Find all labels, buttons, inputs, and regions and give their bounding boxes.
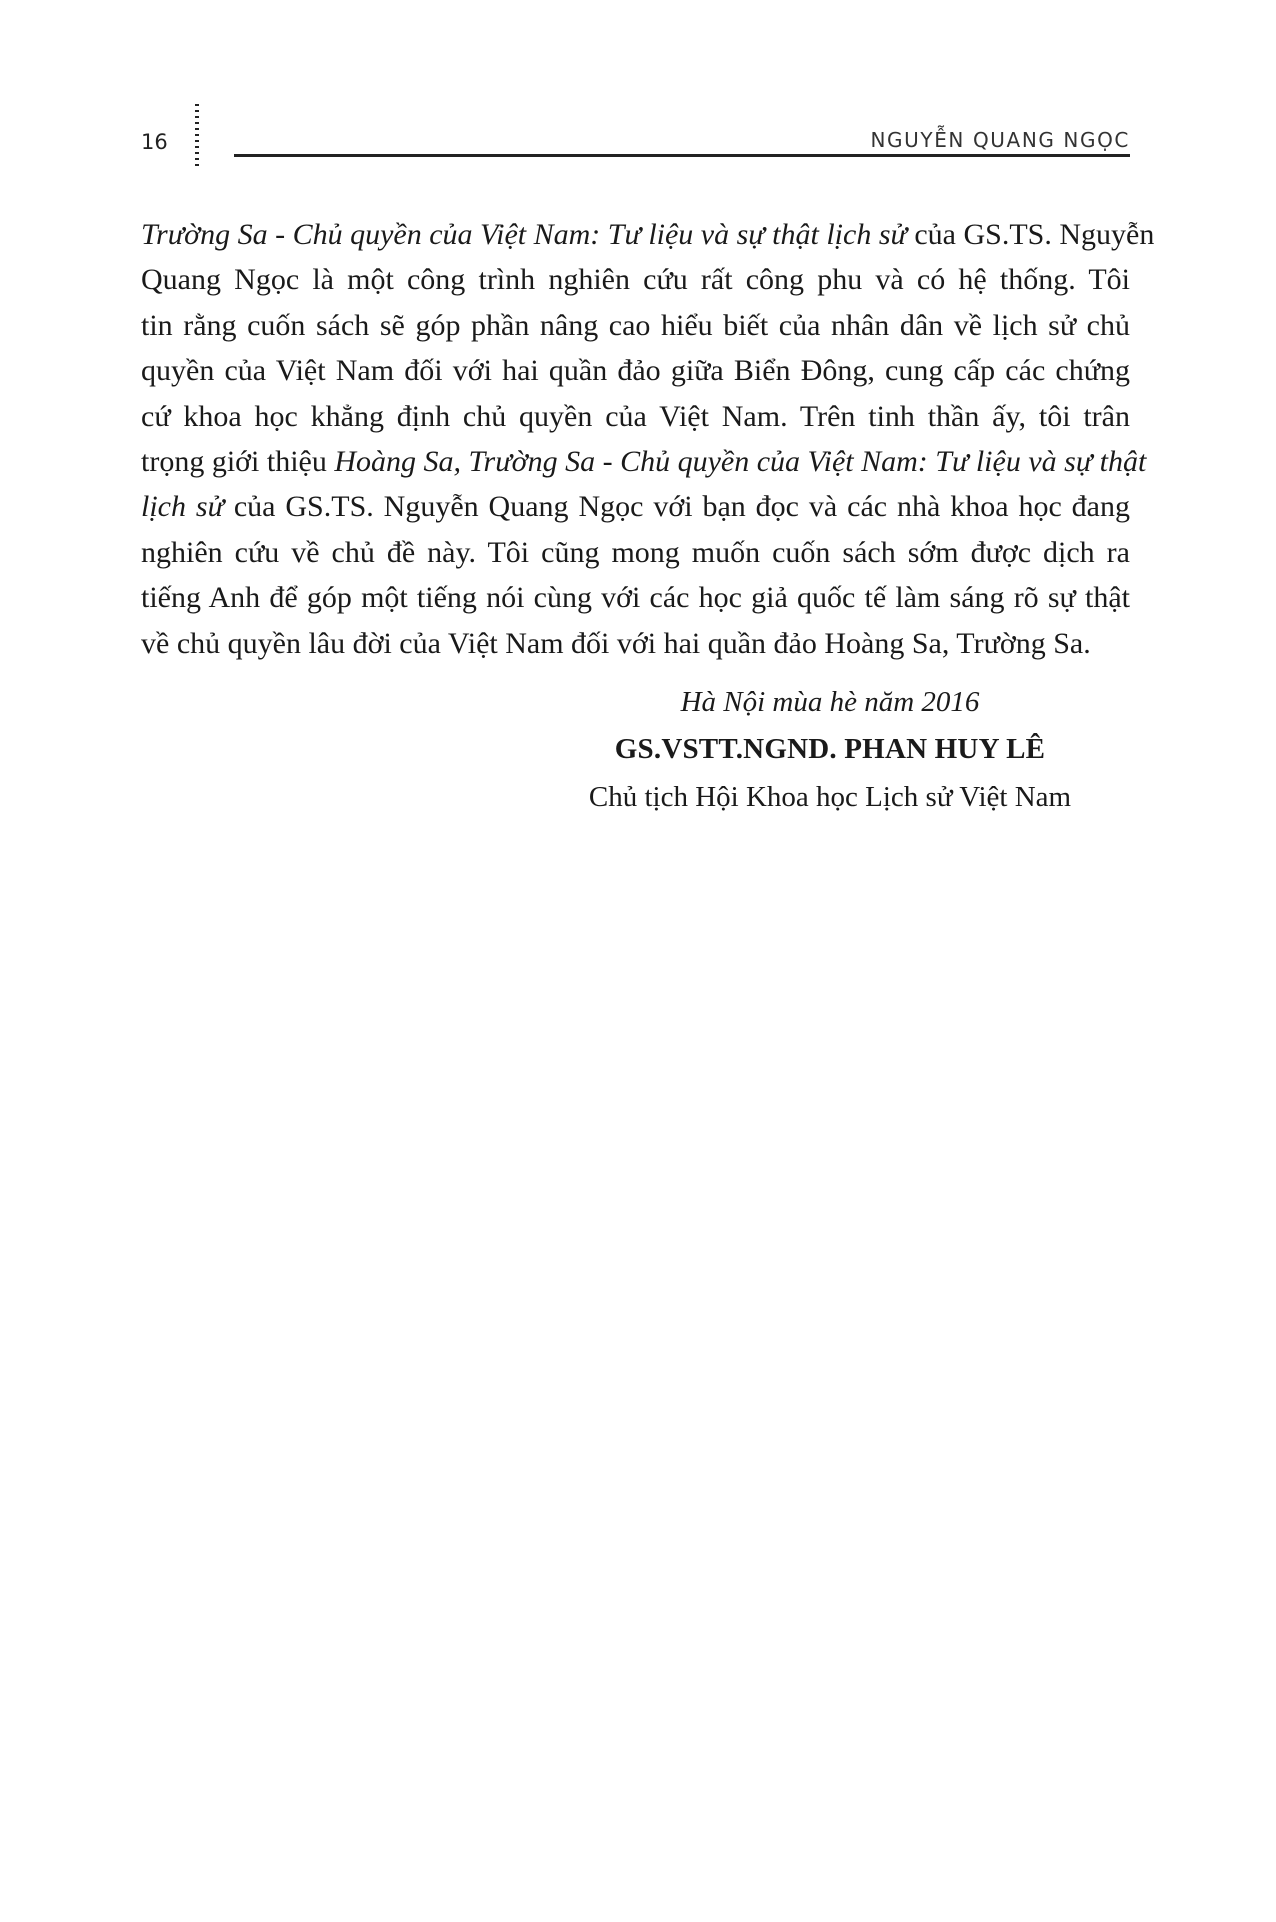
text-segment: về chủ quyền lâu đời của Việt Nam đối với hai quần đảo Hoàng Sa, Trường Sa. bbox=[141, 626, 1091, 660]
body-line bbox=[141, 621, 1130, 666]
signature-title: Chủ tịch Hội Khoa học Lịch sử Việt Nam bbox=[588, 781, 1072, 813]
italic-text-segment: Hoàng Sa, Trường Sa - Chủ quyền của Việt Nam: Tư liệu và sự thật bbox=[334, 444, 1147, 478]
body-line bbox=[141, 575, 1130, 620]
signature-block bbox=[560, 680, 1100, 820]
text-segment: quyền của Việt Nam đối với hai quần đảo giữa Biển Đông, cung cấp các chứng bbox=[141, 354, 1130, 388]
text-segment: của GS.TS. Nguyễn Quang Ngọc với bạn đọc và các nhà khoa học đang bbox=[223, 490, 1130, 524]
running-title: NGUYỄN QUANG NGỌC bbox=[870, 128, 1130, 152]
body-line bbox=[141, 303, 1130, 348]
page-number: 16 bbox=[141, 130, 168, 154]
body-line bbox=[141, 484, 1130, 529]
body-line bbox=[141, 348, 1130, 393]
italic-text-segment: lịch sử bbox=[141, 490, 224, 524]
body-line bbox=[141, 394, 1130, 439]
body-line bbox=[141, 439, 1147, 484]
text-segment: cứ khoa học khẳng định chủ quyền của Việt Nam. Trên tinh thần ấy, tôi trân bbox=[141, 399, 1130, 433]
header-divider bbox=[234, 154, 1130, 157]
text-segment: của GS.TS. Nguyễn bbox=[906, 218, 1155, 251]
body-line bbox=[141, 212, 1155, 257]
text-segment: trọng giới thiệu bbox=[141, 444, 335, 478]
text-segment: Quang Ngọc là một công trình nghiên cứu rất công phu và có hệ thống. Tôi bbox=[141, 263, 1130, 297]
body-line bbox=[141, 530, 1130, 575]
text-segment: tin rằng cuốn sách sẽ góp phần nâng cao hiểu biết của nhân dân về lịch sử chủ bbox=[141, 308, 1130, 342]
body-paragraph bbox=[141, 212, 1155, 666]
text-segment: nghiên cứu về chủ đề này. Tôi cũng mong muốn cuốn sách sớm được dịch ra bbox=[141, 535, 1130, 569]
body-line bbox=[141, 257, 1130, 302]
signature-place-date: Hà Nội mùa hè năm 2016 bbox=[680, 686, 980, 718]
text-segment: tiếng Anh để góp một tiếng nói cùng với các học giả quốc tế làm sáng rõ sự thật bbox=[141, 581, 1130, 615]
ornamental-vertical-rule bbox=[195, 104, 199, 168]
signature-name: GS.VSTT.NGND. PHAN HUY LÊ bbox=[614, 733, 1046, 765]
italic-text-segment: Trường Sa - Chủ quyền của Việt Nam: Tư liệu và sự thật lịch sử bbox=[141, 218, 907, 251]
